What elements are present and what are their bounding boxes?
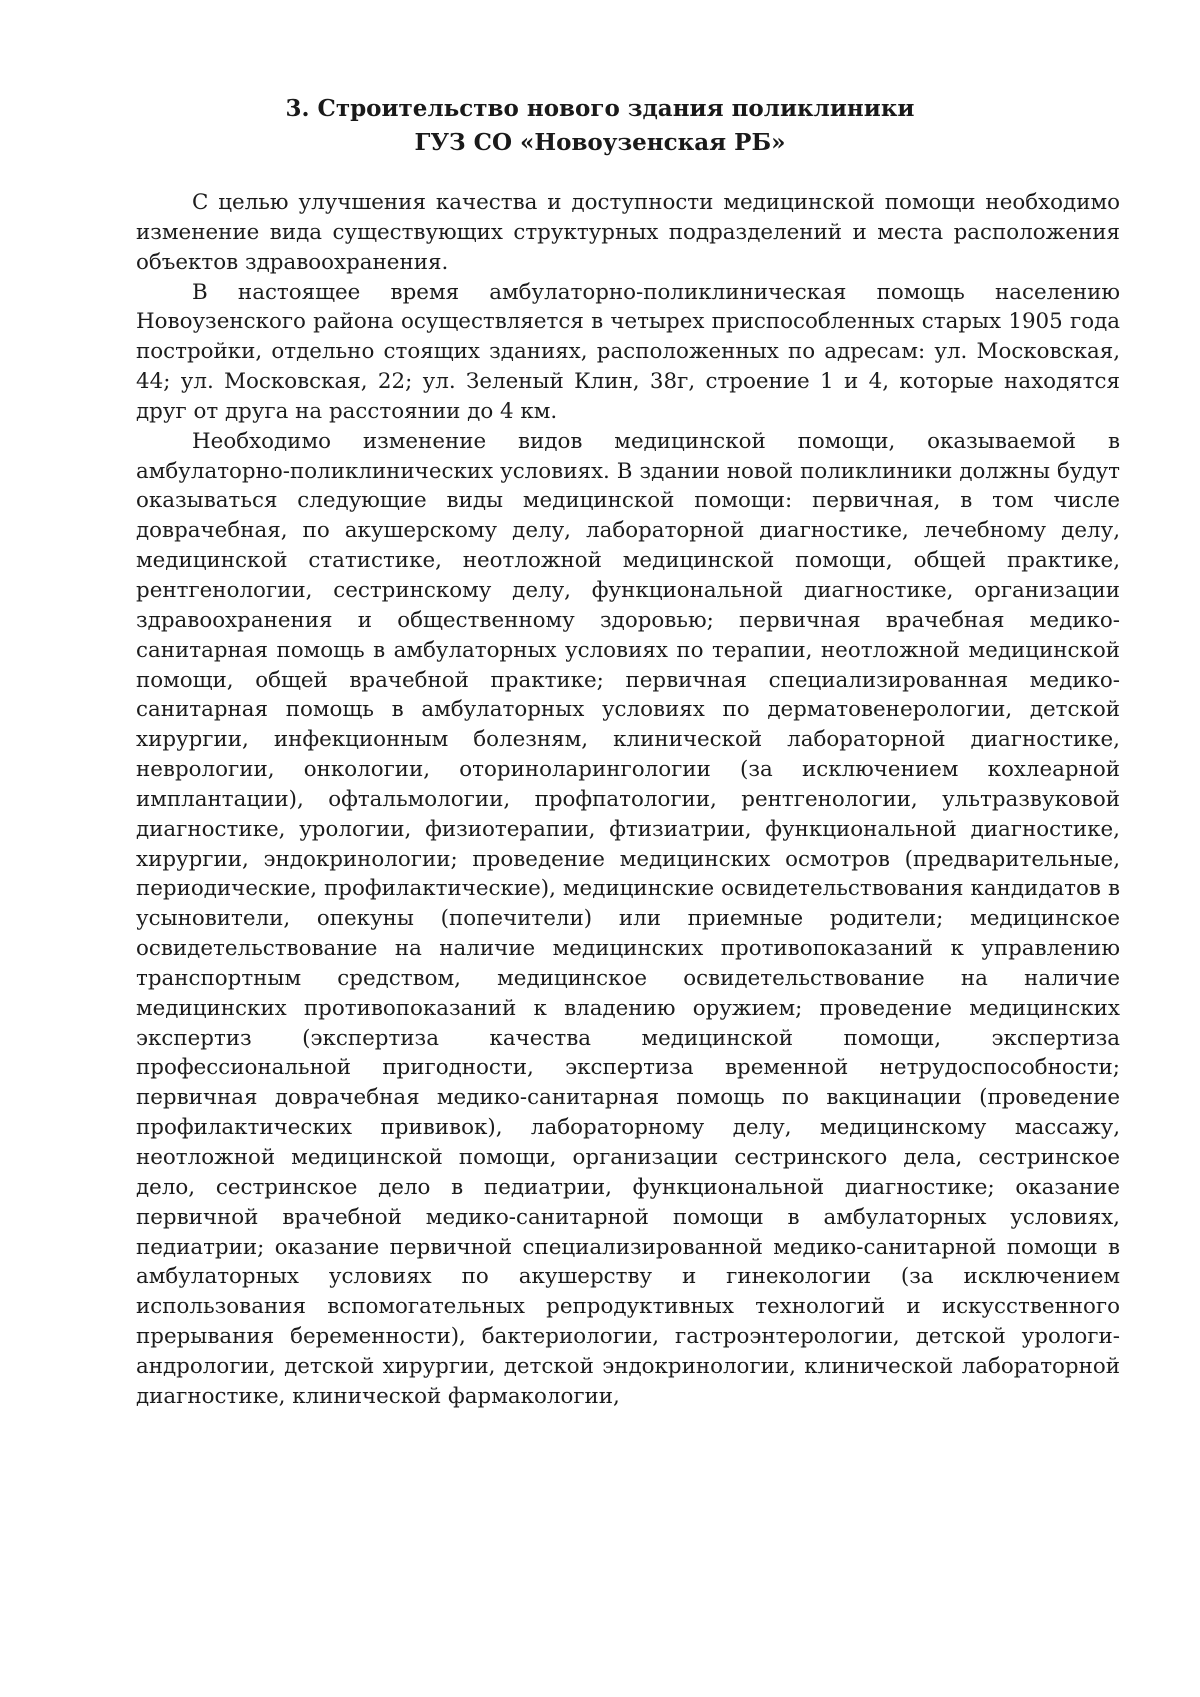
paragraph-2: В настоящее время амбулаторно-поликлиническая помощь населению Новоузенского района осуществляется в четырех приспособленных старых 1905 года постройки, отдельно стоящих зданиях, расположенных по адресам: ул. Московская, 44; ул. Московская, 22; ул. Зеленый Клин, 38г, строение 1 и 4, которые находятся друг от друга на расстоянии до 4 км. xyxy=(136,279,1120,424)
body-text xyxy=(136,188,1120,1412)
paragraph-1: С целью улучшения качества и доступности медицинской помощи необходимо изменение вида существующих структурных подразделений и места расположения объектов здравоохранения. xyxy=(136,190,1120,275)
section-heading xyxy=(0,92,1200,160)
paragraph-3: Необходимо изменение видов медицинской помощи, оказываемой в амбулаторно-поликлинических условиях. В здании новой поликлиники должны будут оказываться следующие виды медицинской помощи: первичная, в том числе доврачебная, по акушерскому делу, лабораторной диагностике, лечебному делу, медицинской статистике, неотложной медицинской помощи, общей практике, рентгенологии, сестринскому делу, функциональной диагностике, организации здравоохранения и общественному здоровью; первичная врачебная медико-санитарная помощь в амбулаторных условиях по терапии, неотложной медицинской помощи, общей врачебной практике; первичная специализированная медико-санитарная помощь в амбулаторных условиях по дерматовенерологии, детской хирургии, инфекционным болезням, клинической лабораторной диагностике, неврологии, онкологии, оториноларингологии (за исключением кохлеарной имплантации), офтальмологии, профпатологии, рентгенологии, ультразвуковой диагностике, урологии, физиотерапии, фтизиатрии, функциональной диагностике, хирургии, эндокринологии; проведение медицинских осмотров (предварительные, периодические, профилактические), медицинские освидетельствования кандидатов в усыновители, опекуны (попечители) или приемные родители; медицинское освидетельствование на наличие медицинских противопоказаний к управлению транспортным средством, медицинское освидетельствование на наличие медицинских противопоказаний к владению оружием; проведение медицинских экспертиз (экспертиза качества медицинской помощи, экспертиза профессиональной пригодности, экспертиза временной нетрудоспособности; первичная доврачебная медико-санитарная помощь по вакцинации (проведение профилактических прививок), лабораторному делу, медицинскому массажу, неотложной медицинской помощи, организации сестринского дела, сестринское дело, сестринское дело в педиатрии, функциональной диагностике; оказание первичной врачебной медико-санитарной помощи в амбулаторных условиях, педиатрии; оказание первичной специализированной медико-санитарной помощи в амбулаторных условиях по акушерству и гинекологии (за исключением использования вспомогательных репродуктивных технологий и искусственного прерывания беременности), бактериологии, гастроэнтерологии, детской урологи-андрологии, детской хирургии, детской эндокринологии, клинической лабораторной диагностике, клинической фармакологии, xyxy=(136,428,1120,1409)
heading-line-2: ГУЗ СО «Новоузенская РБ» xyxy=(414,129,786,156)
heading-line-1: 3. Строительство нового здания поликлиники xyxy=(285,95,915,122)
